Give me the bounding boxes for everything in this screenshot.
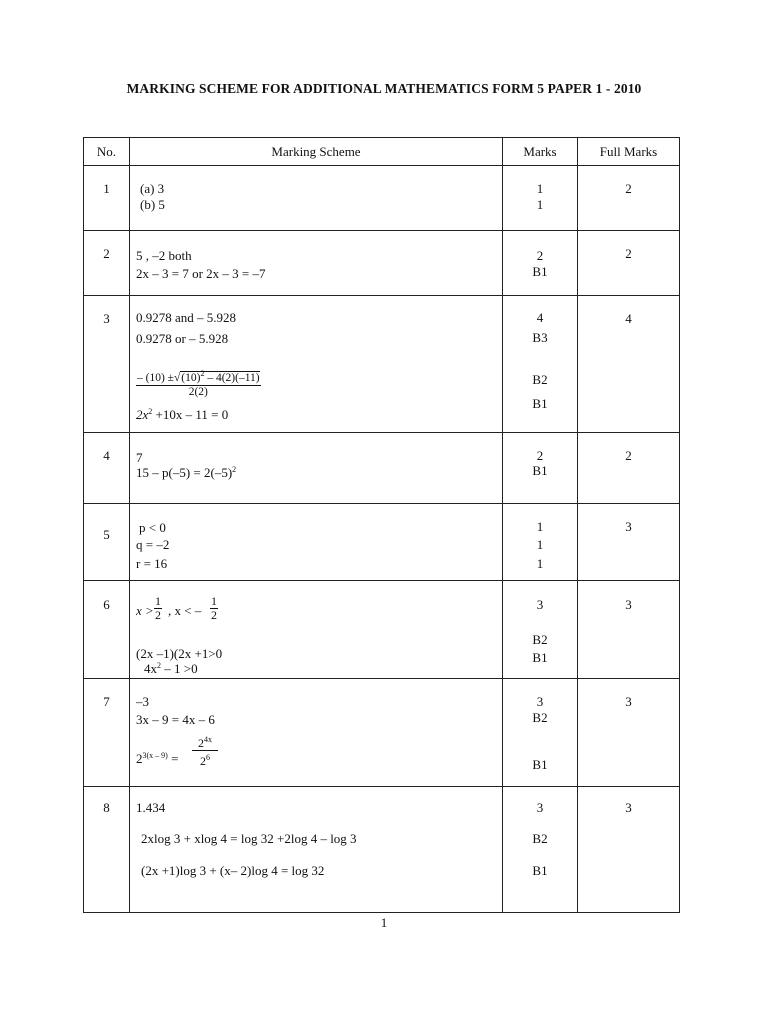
scheme-line: $2^{3(x - 9)}$ =: [136, 751, 179, 766]
mark: B1: [532, 463, 548, 478]
scheme-line: 0.9278 and – 5.928: [136, 310, 237, 325]
question-number: 2: [103, 246, 110, 261]
mark: B1: [532, 650, 548, 665]
table-row: [84, 296, 680, 433]
header-row: [84, 138, 680, 166]
header-scheme: Marking Scheme: [130, 138, 503, 166]
table-row: [84, 504, 680, 581]
scheme-line: , x < –: [168, 603, 202, 618]
mark: 3: [536, 597, 544, 612]
header-marks: Marks: [503, 138, 578, 166]
table-row: [84, 231, 680, 296]
scheme-line: r = 16: [136, 556, 168, 571]
scheme-line: p < 0: [139, 520, 166, 535]
scheme-line: $15 - p(-5) = 2(-5)^2$: [136, 465, 237, 480]
mark: 1: [536, 537, 544, 552]
question-number: 7: [103, 694, 110, 709]
scheme-line: q = –2: [136, 537, 170, 552]
question-number: 5: [103, 527, 110, 542]
scheme-line: (2x –1)(2x +1>0: [136, 646, 223, 661]
mark: 3: [536, 694, 544, 709]
page-title: MARKING SCHEME FOR ADDITIONAL MATHEMATICS FORM 5 PAPER 1 - 2010: [126, 81, 642, 96]
marking-scheme-table: [83, 137, 680, 913]
mark: 1: [536, 197, 544, 212]
question-number: 8: [103, 800, 110, 815]
mark: B2: [532, 632, 548, 647]
mark: 3: [536, 800, 544, 815]
header-full-marks: Full Marks: [578, 138, 680, 166]
scheme-line: 7: [136, 450, 143, 465]
table-row: [84, 679, 680, 787]
mark: B2: [532, 710, 548, 725]
mark: B2: [532, 831, 548, 846]
question-number: 4: [103, 448, 110, 463]
mark: B1: [532, 396, 548, 411]
mark: 2: [536, 448, 544, 463]
scheme-line: x >: [136, 603, 154, 618]
full-marks: 3: [625, 800, 632, 815]
scheme-line: 2x – 3 = 7 or 2x – 3 = –7: [136, 266, 266, 281]
table-row: [84, 433, 680, 504]
page-number: 1: [380, 915, 388, 930]
scheme-line: $4x^2 - 1 >0$: [144, 661, 198, 676]
mark: B1: [532, 264, 548, 279]
scheme-line: 5 , –2 both: [136, 248, 192, 263]
scheme-line: 3x – 9 = 4x – 6: [136, 712, 215, 727]
full-marks: 2: [625, 448, 632, 463]
full-marks: 4: [625, 311, 632, 326]
mark: 1: [536, 556, 544, 571]
scheme-line: (a) 3: [140, 181, 165, 196]
scheme-line: (2x +1)log 3 + (x– 2)log 4 = log 32: [141, 863, 325, 878]
mark: B1: [532, 757, 548, 772]
mark: 1: [536, 519, 544, 534]
scheme-line: 2xlog 3 + xlog 4 = log 32 +2log 4 – log 3: [141, 831, 357, 846]
full-marks: 2: [625, 246, 632, 261]
table-row: [84, 166, 680, 231]
quadratic-formula-fraction: $\frac{- (10) \pm√(10)^2 - 4(2)(-11)}{2(2)}$: [137, 369, 260, 398]
mark: B3: [532, 330, 548, 345]
fraction-powers: $\frac{2^{4x}}{2^6}$: [192, 737, 218, 768]
mark: B2: [532, 372, 548, 387]
mark: 1: [536, 181, 544, 196]
fraction-half: $\frac{1}{2}$: [155, 594, 161, 622]
full-marks: 3: [625, 519, 632, 534]
question-number: 1: [103, 181, 110, 196]
full-marks: 3: [625, 694, 632, 709]
table-row: [84, 581, 680, 679]
question-number: 3: [103, 311, 110, 326]
scheme-line: 1.434: [136, 800, 166, 815]
header-no: No.: [84, 138, 130, 166]
mark: B1: [532, 863, 548, 878]
full-marks: 3: [625, 597, 632, 612]
fraction-half: $\frac{1}{2}$: [211, 594, 217, 622]
scheme-line: –3: [136, 694, 149, 709]
table-row: [84, 787, 680, 913]
scheme-line: (b) 5: [140, 197, 165, 212]
full-marks: 2: [625, 181, 632, 196]
question-number: 6: [103, 597, 110, 612]
mark: 4: [536, 310, 544, 325]
mark: 2: [536, 248, 544, 263]
scheme-line: $2x^2 +10x - 11 = 0$: [136, 407, 229, 422]
scheme-line: 0.9278 or – 5.928: [136, 331, 229, 346]
